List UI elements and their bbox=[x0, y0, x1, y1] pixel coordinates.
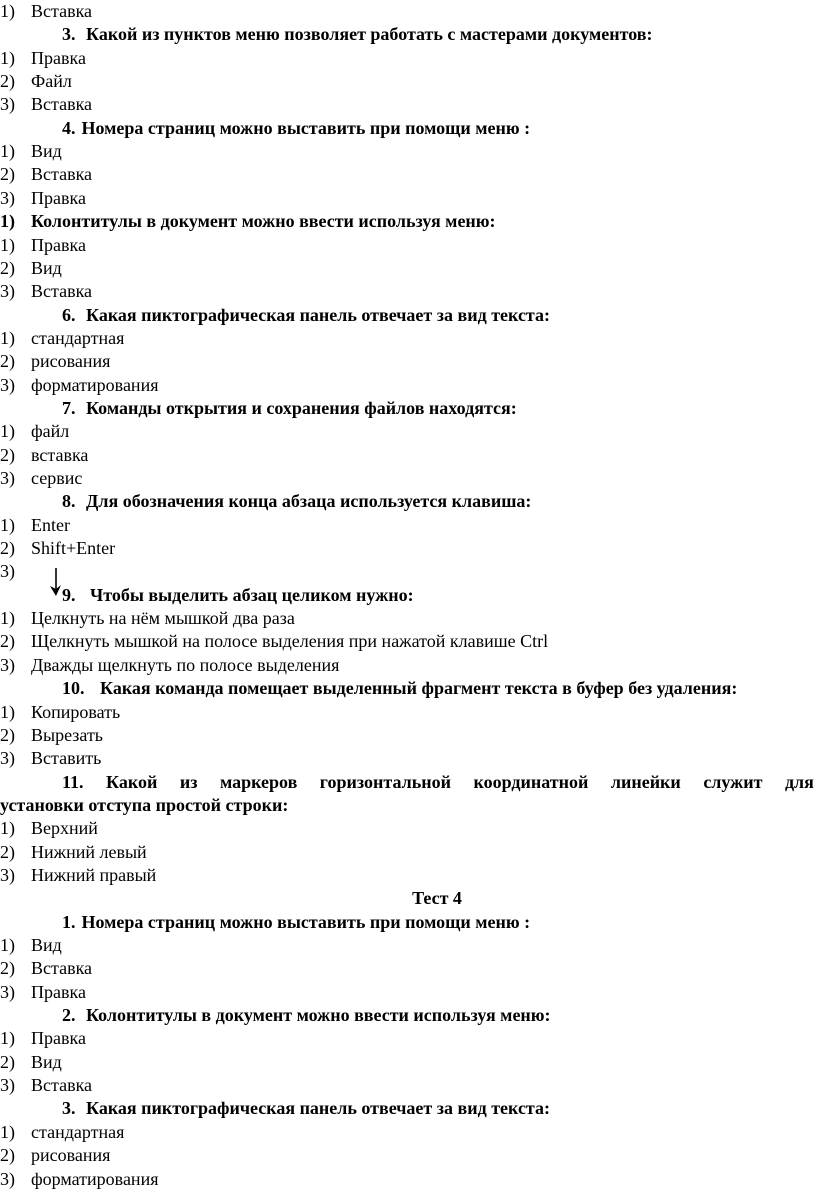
question-word: служит bbox=[703, 771, 763, 792]
option-number: 2) bbox=[0, 538, 15, 559]
question-word: 11. bbox=[62, 771, 84, 792]
option-number: 3) bbox=[0, 468, 15, 488]
question-number: 4. bbox=[62, 117, 76, 138]
option-text: Нижний левый bbox=[31, 841, 147, 862]
option-number: 1) bbox=[0, 1, 15, 21]
question-text: Какая команда помещает выделенный фрагмент текста в буфер без удаления: bbox=[100, 678, 738, 699]
answer-option bbox=[0, 841, 816, 864]
option-text: Правка bbox=[31, 47, 86, 68]
option-number: 3) bbox=[0, 561, 15, 582]
answer-option bbox=[0, 701, 816, 724]
question-word: для bbox=[784, 771, 814, 792]
question-number: 1. bbox=[62, 911, 76, 932]
option-text: форматирования bbox=[31, 1168, 159, 1189]
answer-option bbox=[0, 0, 816, 23]
option-text: Вставка bbox=[31, 94, 93, 115]
option-number: 2) bbox=[0, 444, 15, 465]
question-text: Номера страниц можно выставить при помощи меню : bbox=[81, 117, 531, 138]
option-number: 3) bbox=[0, 654, 15, 675]
answer-option bbox=[0, 934, 816, 957]
option-number: 3) bbox=[0, 981, 15, 1002]
option-number: 3) bbox=[0, 1168, 15, 1189]
question-word: маркеров bbox=[219, 771, 298, 792]
option-text: Верхний bbox=[31, 818, 98, 839]
option-text: Файл bbox=[31, 71, 72, 92]
option-text: Правка bbox=[31, 981, 86, 1002]
question-word: координатной bbox=[473, 771, 589, 792]
option-text: Вставить bbox=[31, 748, 102, 769]
question-text: Колонтитулы в документ можно ввести используя меню: bbox=[86, 1005, 551, 1026]
option-text: Правка bbox=[31, 1028, 86, 1049]
option-text: вставка bbox=[31, 444, 89, 465]
option-number: 1) bbox=[0, 514, 15, 535]
test-title bbox=[0, 887, 816, 910]
option-text: Вид bbox=[31, 141, 62, 162]
answer-option bbox=[0, 514, 816, 537]
answer-option bbox=[0, 864, 816, 887]
option-text: форматирования bbox=[31, 374, 159, 395]
option-number: 1) bbox=[0, 1028, 15, 1049]
question-continuation bbox=[0, 794, 816, 817]
answer-option bbox=[0, 187, 816, 210]
question-heading bbox=[0, 304, 816, 327]
answer-option bbox=[0, 630, 816, 653]
question-number: 1) bbox=[0, 211, 15, 232]
option-text: Вид bbox=[31, 257, 62, 278]
answer-option bbox=[0, 560, 816, 583]
answer-option bbox=[0, 1121, 816, 1144]
option-number: 1) bbox=[0, 421, 15, 442]
option-number: 2) bbox=[0, 257, 15, 278]
option-text: Вставка bbox=[31, 1075, 93, 1096]
question-heading bbox=[0, 397, 816, 420]
question-text: Команды открытия и сохранения файлов находятся: bbox=[86, 397, 517, 418]
option-text: Вставка bbox=[31, 958, 93, 979]
question-word: из bbox=[179, 771, 198, 792]
option-number: 2) bbox=[0, 1051, 15, 1072]
answer-option bbox=[0, 234, 816, 257]
question-text: Какая пиктографическая панель отвечает за вид текста: bbox=[86, 1098, 550, 1119]
answer-option bbox=[0, 817, 816, 840]
question-number: 7. bbox=[62, 397, 76, 418]
question-heading bbox=[0, 490, 816, 513]
question-word: горизонтальной bbox=[319, 771, 451, 792]
option-number: 1) bbox=[0, 1121, 15, 1142]
answer-option bbox=[0, 724, 816, 747]
question-heading bbox=[0, 677, 816, 700]
option-number: 1) bbox=[0, 701, 15, 722]
answer-option bbox=[0, 1074, 816, 1097]
question-heading bbox=[0, 1097, 816, 1120]
question-word: Какой bbox=[106, 771, 158, 792]
option-number: 1) bbox=[0, 234, 15, 255]
option-text: Shift+Enter bbox=[31, 538, 116, 559]
option-number: 2) bbox=[0, 841, 15, 862]
option-number: 1) bbox=[0, 141, 15, 162]
answer-option bbox=[0, 70, 816, 93]
answer-option bbox=[0, 957, 816, 980]
option-text: Вид bbox=[31, 935, 62, 955]
option-number: 3) bbox=[0, 1075, 15, 1096]
option-text: Целкнуть на нём мышкой два раза bbox=[31, 608, 295, 629]
option-number: 2) bbox=[0, 351, 15, 372]
test-title-text: Тест 4 bbox=[412, 888, 462, 909]
question-text: Какая пиктографическая панель отвечает за вид текста: bbox=[86, 304, 550, 325]
answer-option bbox=[0, 350, 816, 373]
option-text: Копировать bbox=[31, 701, 121, 722]
question-text: Чтобы выделить абзац целиком нужно: bbox=[90, 584, 414, 605]
question-text: Номера страниц можно выставить при помощи меню : bbox=[81, 911, 531, 932]
option-number: 3) bbox=[0, 94, 15, 115]
option-number: 3) bbox=[0, 748, 15, 769]
answer-option bbox=[0, 981, 816, 1004]
option-number: 1) bbox=[0, 47, 15, 68]
option-text: Вставка bbox=[31, 281, 93, 302]
question-heading bbox=[0, 1004, 816, 1027]
answer-option bbox=[0, 537, 816, 560]
option-text: Правка bbox=[31, 187, 86, 208]
option-number: 1) bbox=[0, 327, 15, 348]
option-text: Вставка bbox=[31, 164, 93, 185]
answer-option bbox=[0, 467, 816, 490]
answer-option bbox=[0, 1144, 816, 1167]
question-number: 2. bbox=[62, 1005, 76, 1026]
answer-option bbox=[0, 257, 816, 280]
option-number: 3) bbox=[0, 864, 15, 885]
answer-option bbox=[0, 280, 816, 303]
question-heading bbox=[0, 771, 816, 794]
question-heading bbox=[0, 117, 816, 140]
option-text: сервис bbox=[31, 468, 83, 488]
question-number: 8. bbox=[62, 491, 76, 512]
option-text: Дважды щелкнуть по полосе выделения bbox=[31, 654, 340, 675]
option-number: 1) bbox=[0, 818, 15, 839]
answer-option bbox=[0, 420, 816, 443]
question-text: Для обозначения конца абзаца используется клавиша: bbox=[86, 491, 532, 512]
answer-option bbox=[0, 654, 816, 677]
answer-option bbox=[0, 374, 816, 397]
option-number: 2) bbox=[0, 71, 15, 92]
option-text: рисования bbox=[31, 351, 111, 372]
option-number: 1) bbox=[0, 935, 15, 955]
option-number: 2) bbox=[0, 1145, 15, 1166]
question-text: установки отступа простой строки: bbox=[0, 794, 289, 815]
option-text: стандартная bbox=[31, 1121, 125, 1142]
option-text: рисования bbox=[31, 1145, 111, 1166]
answer-option bbox=[0, 444, 816, 467]
option-number: 3) bbox=[0, 187, 15, 208]
option-text: Вырезать bbox=[31, 724, 104, 745]
option-number: 2) bbox=[0, 958, 15, 979]
option-number: 2) bbox=[0, 631, 15, 652]
question-heading bbox=[0, 23, 816, 46]
answer-option bbox=[0, 47, 816, 70]
answer-option bbox=[0, 140, 816, 163]
question-number: 3. bbox=[62, 1098, 76, 1119]
option-text: Вставка bbox=[31, 1, 93, 21]
answer-option bbox=[0, 1027, 816, 1050]
answer-option bbox=[0, 607, 816, 630]
answer-option bbox=[0, 163, 816, 186]
question-number: 6. bbox=[62, 304, 76, 325]
question-text: Какой из пунктов меню позволяет работать с мастерами документов: bbox=[86, 24, 653, 45]
question-word: линейки bbox=[610, 771, 681, 792]
option-text: Вид bbox=[31, 1051, 62, 1072]
option-text: Enter bbox=[31, 514, 70, 535]
question-number: 10. bbox=[62, 678, 85, 699]
question-heading bbox=[0, 584, 816, 607]
option-text: Нижний правый bbox=[31, 864, 157, 885]
option-number: 3) bbox=[0, 374, 15, 395]
option-text: Правка bbox=[31, 234, 86, 255]
answer-option bbox=[0, 1051, 816, 1074]
question-text: Колонтитулы в документ можно ввести используя меню: bbox=[31, 211, 496, 232]
question-heading bbox=[0, 210, 816, 233]
option-number: 3) bbox=[0, 281, 15, 302]
option-number: 2) bbox=[0, 164, 15, 185]
down-arrow-icon bbox=[47, 568, 63, 596]
question-number: 3. bbox=[62, 24, 76, 45]
answer-option bbox=[0, 93, 816, 116]
option-text: файл bbox=[31, 421, 70, 442]
question-heading bbox=[0, 911, 816, 934]
answer-option bbox=[0, 1168, 816, 1191]
option-text: стандартная bbox=[31, 327, 125, 348]
option-number: 1) bbox=[0, 608, 15, 629]
answer-option bbox=[0, 747, 816, 770]
answer-option bbox=[0, 327, 816, 350]
option-number: 2) bbox=[0, 724, 15, 745]
option-text: Щелкнуть мышкой на полосе выделения при нажатой клавише Ctrl bbox=[31, 631, 549, 652]
question-number: 9. bbox=[62, 584, 76, 605]
